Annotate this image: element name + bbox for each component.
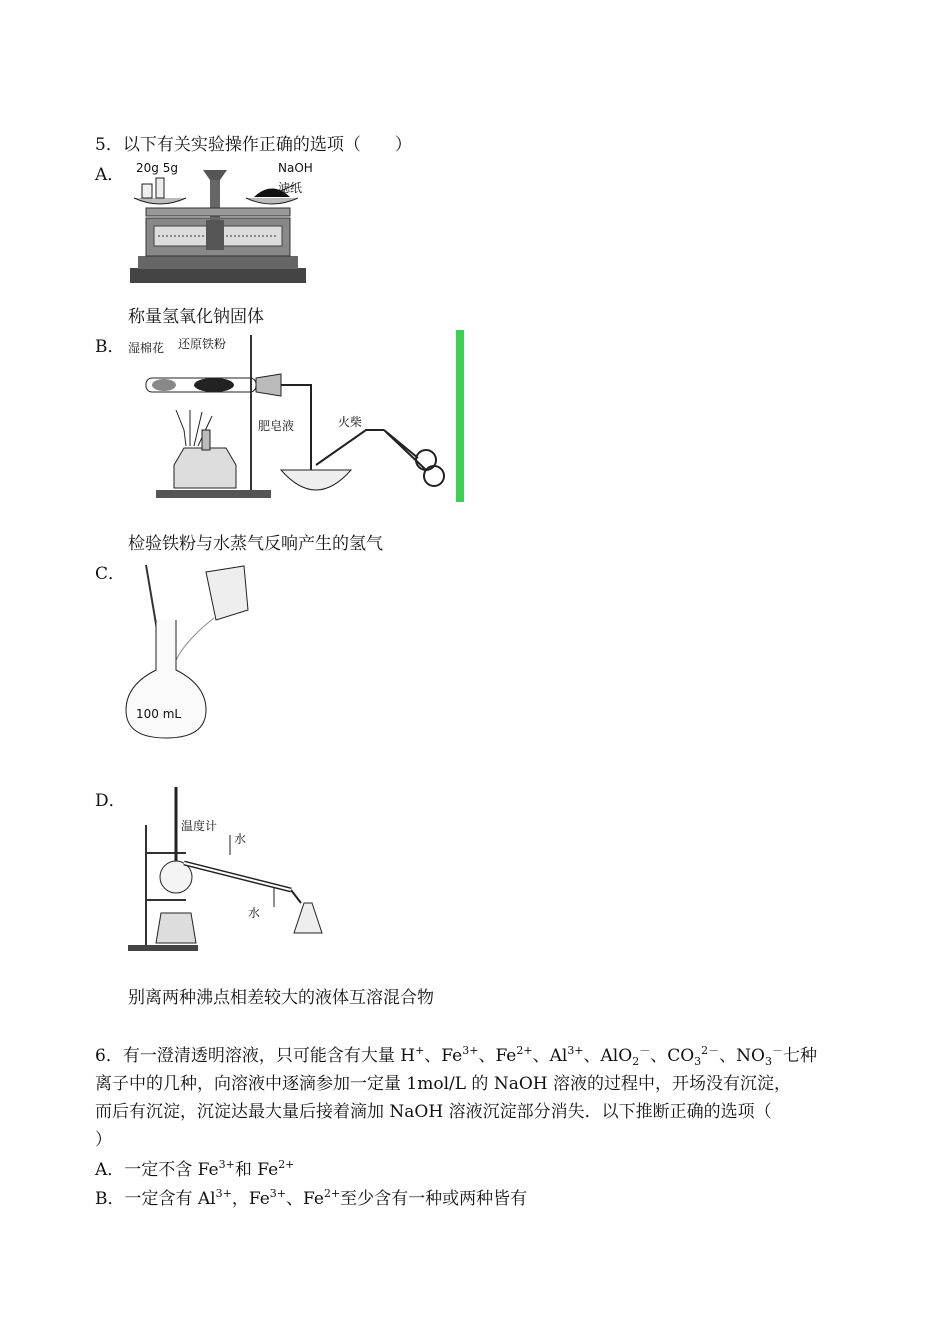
q6-stem-line-3: 而后有沉淀，沉淀达最大量后接着滴加 NaOH 溶液沉淀部分消失．以下推断正确的选项（ bbox=[95, 1102, 772, 1122]
alo2-subscript: 2 bbox=[632, 1055, 640, 1068]
water-outlet-label: 水 bbox=[248, 906, 261, 920]
water-inlet-label: 水 bbox=[234, 832, 247, 846]
volumetric-flask-figure bbox=[126, 560, 251, 740]
iron-steam-apparatus-figure bbox=[126, 330, 466, 505]
q5-option-b-caption: 检验铁粉与水蒸气反响产生的氢气 bbox=[128, 534, 383, 554]
q5-option-b-letter: B． bbox=[95, 337, 125, 357]
fe2-ion: Fe bbox=[495, 1046, 517, 1066]
alo2-charge: － bbox=[639, 1044, 651, 1057]
q5-option-d-caption: 别离两种沸点相差较大的液体互溶混合物 bbox=[128, 988, 434, 1008]
q6-option-b: B．一定含有 $Al^{3+}$，$Fe^{3+}$、$Fe^{2+}$至少含有一种或两种皆有 bbox=[95, 1187, 528, 1209]
fe3-charge: 3+ bbox=[462, 1044, 479, 1057]
soap-solution-label: 肥皂液 bbox=[258, 419, 295, 433]
co3-charge: 2－ bbox=[701, 1044, 720, 1057]
q5-option-d-letter: D． bbox=[95, 791, 126, 811]
al3-ion: Al bbox=[549, 1046, 568, 1066]
wet-cotton-label: 湿棉花 bbox=[128, 341, 165, 355]
no3-charge: － bbox=[771, 1044, 783, 1057]
distillation-apparatus-figure bbox=[126, 785, 326, 955]
filter-paper-label: 滤纸 bbox=[278, 181, 303, 195]
q6-stem-line-2: 离子中的几种，向溶液中逐滴参加一定量 1mol/L 的 NaOH 溶液的过程中，开场没有沉淀， bbox=[95, 1074, 792, 1094]
flask-volume-label: 100 mL bbox=[136, 707, 182, 721]
balance-figure bbox=[128, 160, 313, 285]
al3-charge: 3+ bbox=[567, 1044, 584, 1057]
q6-option-a: A．一定不含 $Fe^{3+}$和 $Fe^{2+}$ bbox=[95, 1158, 295, 1180]
q6-option-a-letter: A． bbox=[95, 1160, 125, 1180]
q6-stem-line-1: 6．有一澄清透明溶液，只可能含有大量 H+、$Fe^{3+}$、$Fe^{2+}$、$Al^{3+}$、AlO$_2$－、$CO_3^{2-}$、$NO_3^-$七种 bbox=[95, 1044, 817, 1068]
q6-stem-prefix: 有一澄清透明溶液，只可能含有大量 H bbox=[122, 1046, 416, 1066]
q5-option-a-letter: A． bbox=[95, 165, 125, 185]
naoh-label: NaOH bbox=[278, 161, 313, 175]
thermometer-label: 温度计 bbox=[181, 819, 218, 833]
q6-stem-line-4: ） bbox=[95, 1130, 112, 1150]
match-label: 火柴 bbox=[338, 415, 363, 429]
q6-stem-suffix: 七种 bbox=[782, 1046, 817, 1066]
h-charge: + bbox=[415, 1044, 425, 1057]
q6-option-b-letter: B． bbox=[95, 1189, 125, 1209]
no3-subscript: 3 bbox=[764, 1055, 772, 1068]
q5-option-c-letter: C． bbox=[95, 564, 126, 584]
weights-label: 20g 5g bbox=[136, 161, 178, 175]
co3-subscript: 3 bbox=[694, 1055, 702, 1068]
q6-number: 6． bbox=[95, 1046, 123, 1066]
fe3-ion: Fe bbox=[441, 1046, 463, 1066]
q5-stem: 5．以下有关实验操作正确的选项（ ） bbox=[95, 135, 412, 155]
alo2-ion: AlO bbox=[600, 1046, 633, 1066]
q5-option-a-caption: 称量氢氧化钠固体 bbox=[128, 307, 264, 327]
no3-ion: NO bbox=[736, 1046, 765, 1066]
fe2-charge: 2+ bbox=[516, 1044, 533, 1057]
iron-powder-label: 还原铁粉 bbox=[178, 337, 227, 351]
co3-ion: CO bbox=[667, 1046, 695, 1066]
